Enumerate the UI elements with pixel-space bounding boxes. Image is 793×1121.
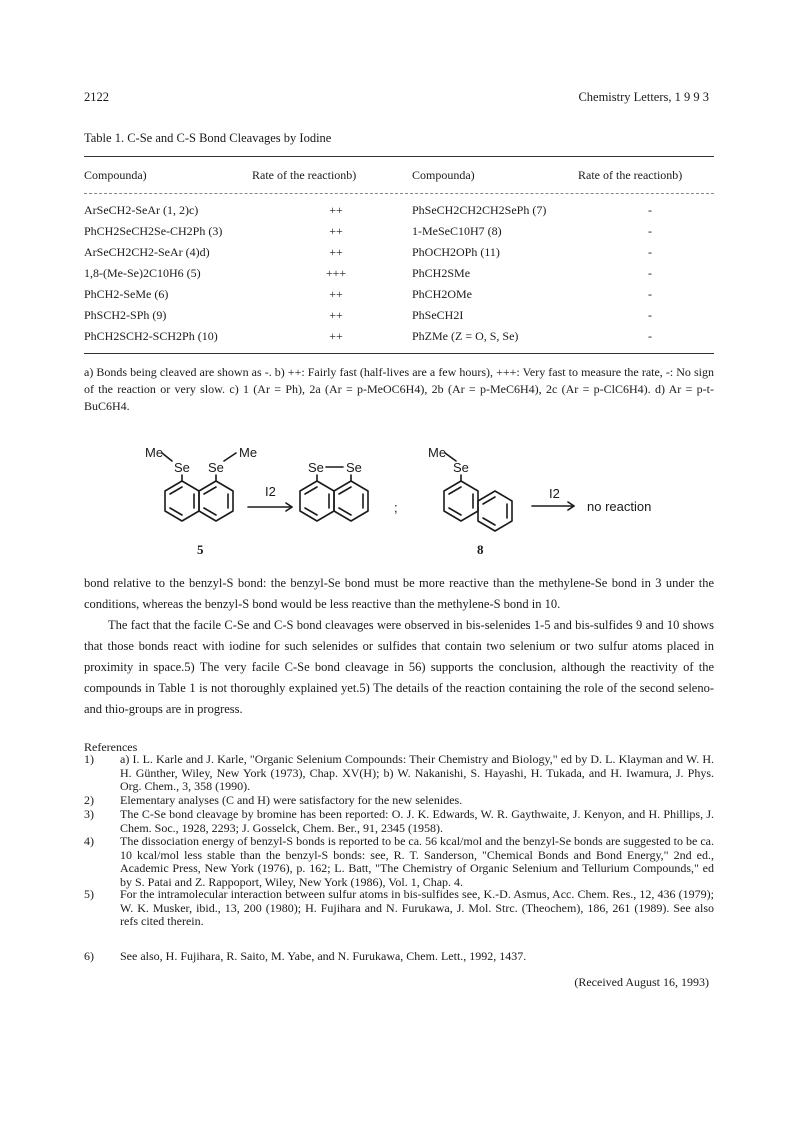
table-title: Table 1. C-Se and C-S Bond Cleavages by Iodine (84, 131, 332, 145)
table-compound-cell: 1,8-(Me-Se)2C10H6 (5) (84, 266, 201, 280)
table-header-rate-2: Rate of the reactionb) (578, 168, 683, 182)
reference-text: a) I. L. Karle and J. Karle, "Organic Selenium Compounds: Their Chemistry and Biology," ed by D. L. Klayman and W. H. H. Günther, Wiley, New York (1973), Chap. XV(H); b) W. Nakanishi, S. Hayashi, H. Tukada, and H. Iwamura, J. Phys. Org. Chem., 3, 358 (1990). (120, 752, 714, 793)
scheme-se-label-product-right: Se (346, 460, 362, 475)
table-rate-cell: - (648, 308, 652, 322)
table-compound-cell: PhSCH2-SPh (9) (84, 308, 167, 322)
table-compound-cell: PhCH2SeCH2Se-CH2Ph (3) (84, 224, 223, 238)
scheme-se-label-right: Se (208, 460, 224, 475)
scheme-me-label-left: Me (145, 445, 164, 460)
table-compound-cell: PhCH2SCH2-SCH2Ph (10) (84, 329, 218, 343)
scheme-se-label-8: Se (453, 460, 469, 475)
body-paragraph-2: The fact that the facile C-Se and C-S bond cleavages were observed in bis-selenides 1-5 and bis-sulfides 9 and 10 shows that those bonds react with iodine for such selenides or sulfides that contain two selenium or two sulfur atoms placed in proximity in space.5) The very facile C-Se bond cleavage in 56) supports the conclusion, although the reactivity of the compounds in Table 1 is not thoroughly explained yet.5) The details of the reaction containing the role of the second seleno- and thio-groups are in progress. (84, 618, 714, 716)
reference-text: The dissociation energy of benzyl-S bonds is reported to be ca. 56 kcal/mol and the benzyl-Se bonds are suggested to be ca. 10 kcal/mol less stable than the benzyl-S bonds: see, R. T. Sanderson, "Chemical Bonds and Bond Energy," 2nd ed., Academic Press, New York (1976), p. 162; L. Batt, "The Chemistry of Organic Selenium and Tellurium Compounds," ed by S. Patai and Z. Rappoport, Wiley, New York (1986), Vol. 1, Chap. 4. (120, 834, 714, 889)
table-compound-cell: PhCH2SMe (412, 266, 471, 280)
table-compound-cell: ArSeCH2CH2-SeAr (4)d) (84, 245, 210, 259)
table-compound-cell: PhCH2OMe (412, 287, 473, 301)
references-heading: References (84, 740, 138, 754)
table-rate-cell: ++ (329, 287, 343, 301)
table-compound-cell: PhSeCH2CH2CH2SePh (7) (412, 203, 547, 217)
reference-text: Elementary analyses (C and H) were satisfactory for the new selenides. (120, 793, 463, 807)
scheme-se-label-left: Se (174, 460, 190, 475)
body-paragraph-1: bond relative to the benzyl-S bond: the benzyl-Se bond must be more reactive than the methylene-Se bond in 3 under the conditions, whereas the benzyl-S bond would be less reactive than the methylene-S bond in 10. (84, 576, 714, 611)
scheme-reagent-2: I2 (549, 486, 560, 501)
table-compound-cell: PhSeCH2I (412, 308, 464, 322)
reference-text: See also, H. Fujihara, R. Saito, M. Yabe, and N. Furukawa, Chem. Lett., 1992, 1437. (120, 949, 527, 963)
scheme-se-label-product-left: Se (308, 460, 324, 475)
scheme-separator: ; (394, 500, 398, 515)
table-header-rate-1: Rate of the reactionb) (252, 168, 357, 182)
table-rate-cell: - (648, 203, 652, 217)
table-header-compound-2: Compounda) (412, 168, 475, 182)
reference-number: 6) (84, 949, 94, 963)
table-rate-cell: ++ (329, 245, 343, 259)
reference-number: 1) (84, 752, 94, 766)
table-rate-cell: - (648, 245, 652, 259)
compound-8-label: 8 (477, 542, 484, 557)
received-date: (Received August 16, 1993) (574, 975, 709, 989)
compound-5-label: 5 (197, 542, 204, 557)
scheme-reagent-1: I2 (265, 484, 276, 499)
table-rate-cell: ++ (329, 224, 343, 238)
table-rate-cell: - (648, 266, 652, 280)
table-rate-cell: - (648, 329, 652, 343)
reference-number: 2) (84, 793, 94, 807)
scheme-no-reaction: no reaction (587, 499, 652, 514)
journal-title: Chemistry Letters, 1 9 9 3 (578, 90, 709, 104)
table-compound-cell: ArSeCH2-SeAr (1, 2)c) (84, 203, 199, 217)
reference-number: 3) (84, 807, 94, 821)
page-number: 2122 (84, 90, 109, 104)
table-header-rule (84, 193, 714, 194)
table-rate-cell: ++ (329, 203, 343, 217)
reference-text: For the intramolecular interaction between sulfur atoms in bis-sulfides see, K.-D. Asmus, Acc. Chem. Res., 12, 436 (1979); W. K. Musker, ibid., 13, 200 (1980); H. Fujihara and N. Furukawa, J. Mol. Strc. (Theochem), 186, 261 (1989). See also refs cited therein. (120, 887, 714, 928)
table-compound-cell: PhOCH2OPh (11) (412, 245, 500, 259)
scheme-me-label-8: Me (428, 445, 447, 460)
table-rate-cell: ++ (329, 329, 343, 343)
table-rate-cell: +++ (325, 266, 347, 280)
diselenide-product-structure (300, 467, 368, 521)
table-top-rule (84, 156, 714, 157)
reaction-scheme (0, 430, 793, 570)
table-rate-cell: ++ (329, 308, 343, 322)
table-compound-cell: PhZMe (Z = O, S, Se) (412, 329, 519, 343)
table-compound-cell: PhCH2-SeMe (6) (84, 287, 169, 301)
table-compound-cell: 1-MeSeC10H7 (8) (412, 224, 502, 238)
reference-number: 4) (84, 834, 94, 848)
table-header-compound-1: Compounda) (84, 168, 147, 182)
table-rate-cell: - (648, 287, 652, 301)
table-bottom-rule (84, 353, 714, 354)
reference-text: The C-Se bond cleavage by bromine has been reported: O. J. K. Edwards, W. R. Gaythwaite, J. Kenyon, and H. Phillips, J. Chem. Soc., 1928, 2293; J. Gosselck, Chem. Ber., 91, 2345 (1958). (120, 807, 714, 835)
table-rate-cell: - (648, 224, 652, 238)
table-footnotes: a) Bonds being cleaved are shown as -. b) ++: Fairly fast (half-lives are a few hours), +++: Very fast to measure the rate, -: No sign of the reaction or very slow. c) 1 (Ar = Ph), 2a (Ar = p-MeOC6H4), 2b (Ar = p-MeC6H4), 2c (Ar = p-ClC6H4). d) Ar = p-t-BuC6H4. (84, 365, 714, 413)
scheme-me-label-right: Me (239, 445, 258, 460)
reference-number: 5) (84, 887, 94, 901)
